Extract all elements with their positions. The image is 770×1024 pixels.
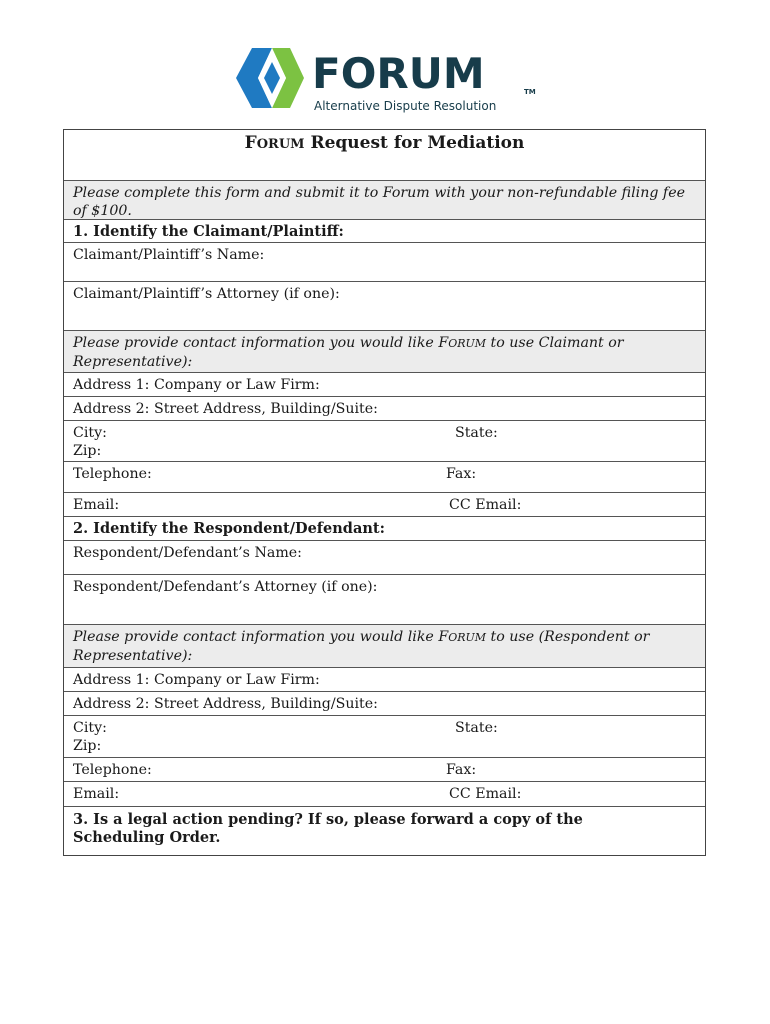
respondent-email-field[interactable]: [64, 781, 705, 806]
respondent-cc-email-label: CC Email:: [449, 786, 522, 802]
respondent-address2-label: Address 2: Street Address, Building/Suite:: [73, 696, 378, 712]
contact-pre: Please provide contact information you would like F: [73, 335, 449, 351]
claimant-address1-label: Address 1: Company or Law Firm:: [73, 377, 320, 393]
claimant-telephone-label: Telephone:: [73, 466, 152, 482]
respondent-contact-instructions: [64, 624, 705, 667]
claimant-fax-label: Fax:: [446, 466, 477, 482]
claimant-city-state-zip-field[interactable]: [64, 420, 705, 461]
contact-post: to use Claimant or Representative):: [73, 335, 624, 370]
claimant-name-field[interactable]: [64, 242, 705, 281]
logo-wordmark: FORUM: [312, 49, 485, 98]
contact-post: to use (Respondent or Representative):: [73, 629, 650, 664]
respondent-phone-fax-field[interactable]: [64, 757, 705, 781]
contact-pre: Please provide contact information you would like F: [73, 629, 449, 645]
claimant-city-label: City:: [73, 425, 107, 441]
mediation-request-form: [63, 129, 706, 856]
respondent-city-label: City:: [73, 720, 107, 736]
claimant-state-label: State:: [455, 425, 498, 441]
claimant-attorney-label: Claimant/Plaintiff’s Attorney (if one):: [73, 286, 340, 302]
claimant-attorney-field[interactable]: [64, 281, 705, 330]
logo-tagline: Alternative Dispute Resolution: [314, 99, 497, 113]
claimant-address2-label: Address 2: Street Address, Building/Suite:: [73, 401, 378, 417]
form-title: [64, 130, 705, 180]
respondent-name-label: Respondent/Defendant’s Name:: [73, 545, 302, 561]
title-prefix: F: [244, 133, 257, 153]
claimant-name-label: Claimant/Plaintiff’s Name:: [73, 247, 265, 263]
claimant-email-field[interactable]: [64, 492, 705, 516]
legal-action-question: 3. Is a legal action pending? If so, please forward a copy of the Scheduling Order.: [64, 806, 705, 855]
respondent-zip-label: Zip:: [73, 738, 102, 754]
contact-sc: ORUM: [448, 337, 487, 350]
respondent-fax-label: Fax:: [446, 762, 477, 778]
form-instructions: Please complete this form and submit it to Forum with your non-refundable filing fee of $100.: [64, 180, 705, 219]
respondent-telephone-label: Telephone:: [73, 762, 152, 778]
forum-logo: [234, 44, 544, 116]
claimant-address1-field[interactable]: [64, 372, 705, 396]
contact-sc: ORUM: [448, 631, 487, 644]
claimant-phone-fax-field[interactable]: [64, 461, 705, 492]
logo-trademark: TM: [524, 88, 536, 96]
respondent-address1-label: Address 1: Company or Law Firm:: [73, 672, 320, 688]
claimant-zip-label: Zip:: [73, 443, 102, 459]
title-text: Request for Mediation: [304, 133, 525, 153]
respondent-address2-field[interactable]: [64, 691, 705, 715]
respondent-heading: 2. Identify the Respondent/Defendant:: [64, 516, 705, 540]
respondent-attorney-field[interactable]: [64, 574, 705, 624]
claimant-address2-field[interactable]: [64, 396, 705, 420]
claimant-contact-instructions: [64, 330, 705, 372]
forum-logo-mark-icon: [234, 44, 306, 112]
title-prefix-small: ORUM: [256, 137, 305, 152]
claimant-cc-email-label: CC Email:: [449, 497, 522, 513]
claimant-heading: 1. Identify the Claimant/Plaintiff:: [64, 219, 705, 242]
respondent-attorney-label: Respondent/Defendant’s Attorney (if one):: [73, 579, 378, 595]
respondent-address1-field[interactable]: [64, 667, 705, 691]
respondent-state-label: State:: [455, 720, 498, 736]
respondent-email-label: Email:: [73, 786, 120, 802]
respondent-city-state-zip-field[interactable]: [64, 715, 705, 757]
claimant-email-label: Email:: [73, 497, 120, 513]
respondent-name-field[interactable]: [64, 540, 705, 574]
